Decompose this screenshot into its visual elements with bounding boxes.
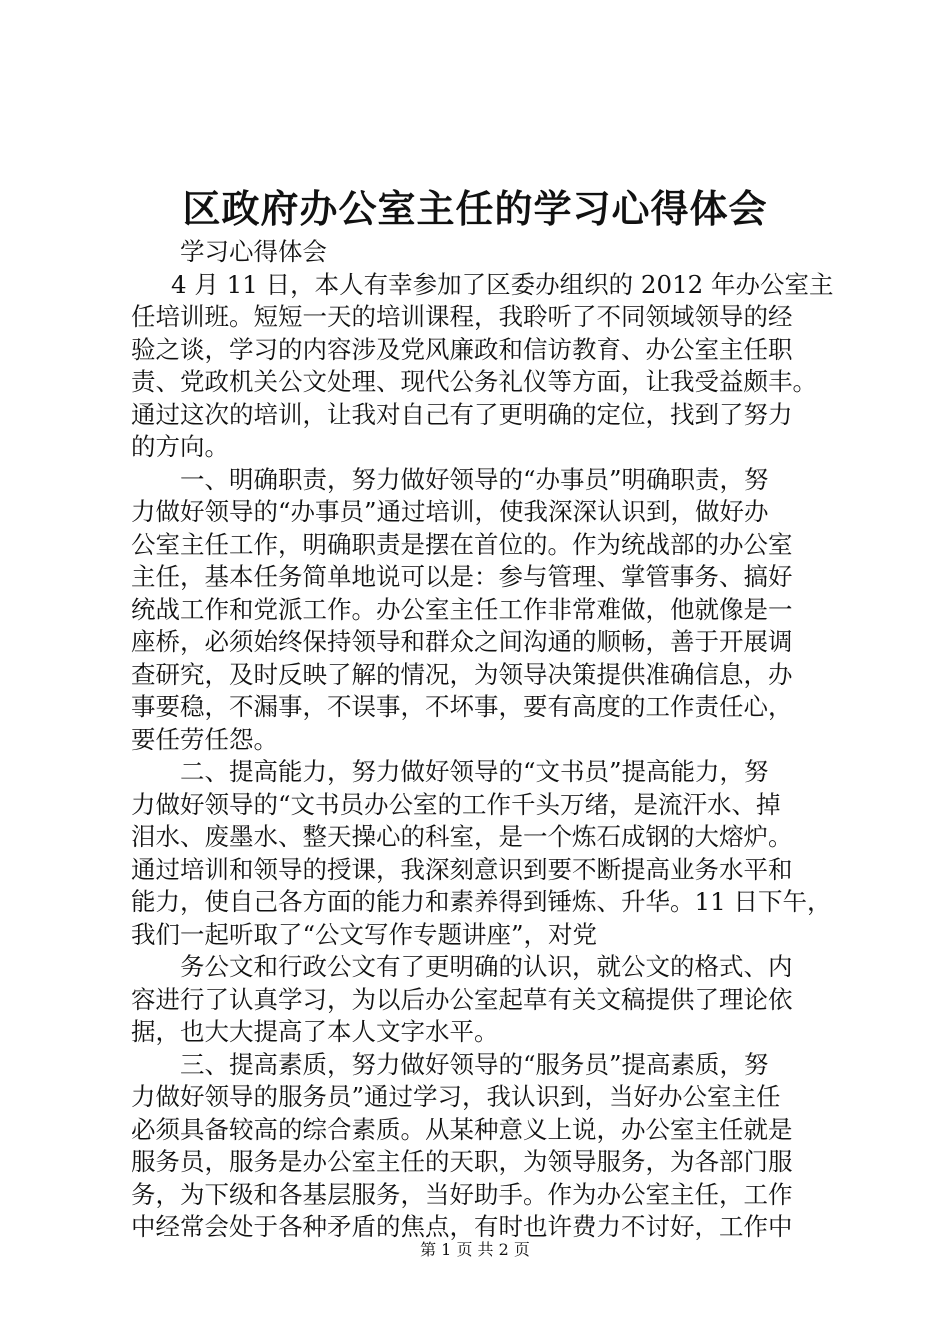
body-line: 查研究，及时反映了解的情况，为领导决策提供准确信息，办 bbox=[131, 659, 793, 689]
body-line: 的方向。 bbox=[131, 432, 229, 461]
body-line: 力做好领导的“文书员办公室的工作千头万绪，是流汗水、掉 bbox=[131, 789, 781, 819]
body-line: 能力，使自己各方面的能力和素养得到锤炼、升华。11 日下午， bbox=[131, 887, 832, 916]
body-line: 服务员，服务是办公室主任的天职，为领导服务，为各部门服 bbox=[131, 1147, 793, 1176]
body-line: 验之谈，学习的内容涉及党风廉政和信访教育、办公室主任职 bbox=[131, 334, 793, 364]
document-title: 区政府办公室主任的学习心得体会 bbox=[182, 186, 768, 231]
body-line: 力做好领导的服务员”通过学习，我认识到，当好办公室主任 bbox=[131, 1082, 781, 1111]
body-line: 统战工作和党派工作。办公室主任工作非常难做，他就像是一 bbox=[131, 594, 793, 624]
body-line: 通过这次的培训，让我对自己有了更明确的定位，找到了努力 bbox=[131, 399, 793, 429]
body-line: 通过培训和领导的授课，我深刻意识到要不断提高业务水平和 bbox=[131, 854, 793, 884]
body-line: 务公文和行政公文有了更明确的认识，就公文的格式、内 bbox=[180, 952, 793, 981]
body-line: 责、党政机关公文处理、现代公务礼仪等方面，让我受益颇丰。 bbox=[131, 367, 817, 396]
body-line: 要任劳任怨。 bbox=[131, 724, 278, 754]
body-line: 事要稳，不漏事，不误事，不坏事，要有高度的工作责任心， bbox=[131, 692, 793, 721]
body-line: 容进行了认真学习，为以后办公室起草有关文稿提供了理论依 bbox=[131, 984, 793, 1014]
body-line: 4 月 11 日，本人有幸参加了区委办组织的 2012 年办公室主 bbox=[171, 269, 834, 299]
body-line: 学习心得体会 bbox=[180, 237, 327, 266]
body-line: 任培训班。短短一天的培训课程，我聆听了不同领域领导的经 bbox=[131, 302, 793, 331]
body-line: 主任，基本任务简单地说可以是：参与管理、掌管事务、搞好 bbox=[131, 562, 793, 591]
body-line: 一、明确职责，努力做好领导的“办事员”明确职责，努 bbox=[180, 464, 769, 494]
body-line: 座桥，必须始终保持领导和群众之间沟通的顺畅，善于开展调 bbox=[131, 627, 793, 656]
body-line: 三、提高素质，努力做好领导的“服务员”提高素质，努 bbox=[180, 1049, 769, 1079]
page-number-footer: 第 1 页 共 2 页 bbox=[420, 1240, 530, 1259]
body-line: 必须具备较高的综合素质。从某种意义上说，办公室主任就是 bbox=[131, 1114, 793, 1144]
body-line: 务，为下级和各基层服务，当好助手。作为办公室主任，工作 bbox=[131, 1179, 793, 1209]
body-line: 泪水、废墨水、整天操心的科室，是一个炼石成钢的大熔炉。 bbox=[131, 822, 793, 851]
document-body bbox=[131, 236, 834, 1244]
body-line: 二、提高能力，努力做好领导的“文书员”提高能力，努 bbox=[180, 757, 769, 786]
body-line: 中经常会处于各种矛盾的焦点，有时也许费力不讨好，工作中 bbox=[131, 1212, 793, 1241]
body-line: 公室主任工作，明确职责是摆在首位的。作为统战部的办公室 bbox=[131, 529, 793, 559]
body-line: 力做好领导的“办事员”通过培训，使我深深认识到，做好办 bbox=[131, 497, 769, 526]
body-line: 我们一起听取了“公文写作专题讲座”，对党 bbox=[131, 919, 598, 949]
body-line: 据，也大大提高了本人文字水平。 bbox=[131, 1017, 499, 1046]
